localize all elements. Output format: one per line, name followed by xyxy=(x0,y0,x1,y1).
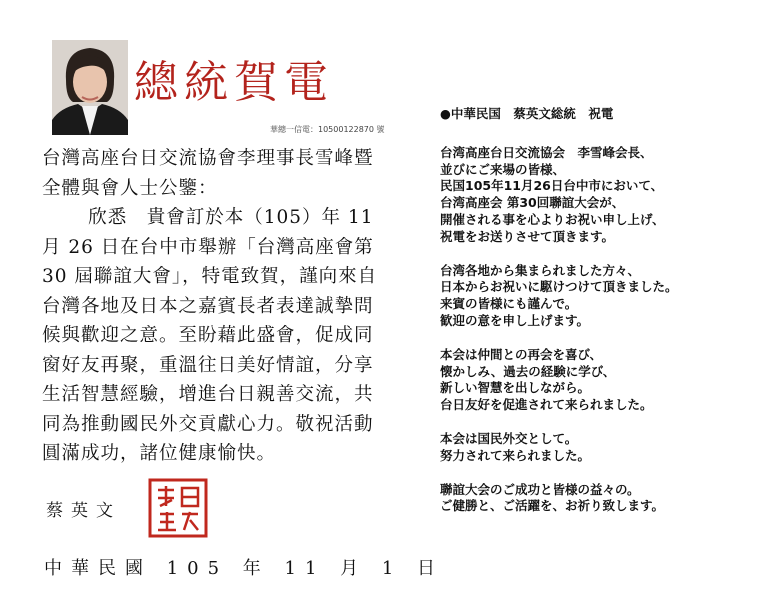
translation-line: 歓迎の意を申し上げます。 xyxy=(440,312,590,328)
japanese-translation xyxy=(440,106,770,532)
page-title: 總統賀電 xyxy=(134,57,334,108)
translation-line: 来賓の皆様にも謹んで。 xyxy=(440,296,578,312)
letter-body xyxy=(42,144,392,469)
translation-paragraph xyxy=(440,431,770,465)
signer-name: 蔡英文 xyxy=(46,501,121,521)
translation-line: 台湾高座台日交流協会 李雪峰会長、 xyxy=(440,144,653,160)
translation-line: 懐かしみ、過去の経験に学び、 xyxy=(440,363,616,379)
translation-line: 開催される事を心よりお祝い申し上げ、 xyxy=(440,211,665,227)
translation-paragraph xyxy=(440,482,770,516)
translation-line: ご健勝と、ご活躍を、お祈り致します。 xyxy=(440,498,665,514)
translation-paragraph xyxy=(440,145,770,246)
document-number: 華總一信電：10500122870 號 xyxy=(270,125,385,134)
translation-line: 日本からお祝いに駆けつけて頂きました。 xyxy=(440,279,678,295)
translation-title: ●中華民国 蔡英文総統 祝電 xyxy=(440,106,614,121)
official-seal xyxy=(146,476,210,540)
letter-paragraph: 欣悉 貴會訂於本（105）年 11 月 26 日在台中市舉辦「台灣高座會第 30 屆聯誼大會」，特電致賀，謹向來自台灣各地及日本之嘉賓長者表達誠摯問候與歡迎之意。至盼藉此盛會，促成同窗好友再聚，重溫往日美好情誼，分享生活智慧經驗，增進台日親善交流，共同為推動國民外交貢獻心力。敬祝活動圓滿成功，諸位健康愉快。 xyxy=(42,207,378,464)
president-portrait xyxy=(52,40,128,135)
translation-paragraph xyxy=(440,263,770,330)
letter-date: 中華民國 105 年 11 月 1 日 xyxy=(44,558,445,579)
letter-salutation: 台灣高座台日交流協會李理事長雪峰暨全體與會人士公鑒： xyxy=(42,148,374,199)
translation-line: 努力されて来られました。 xyxy=(440,447,591,463)
translation-line: 本会は国民外交として。 xyxy=(440,430,578,446)
translation-paragraph xyxy=(440,347,770,414)
translation-line: 台湾各地から集まられました方々、 xyxy=(440,262,641,278)
translation-line: 新しい智慧を出しながら。 xyxy=(440,380,591,396)
translation-line: 民国105年11月26日台中市において、 xyxy=(440,178,664,194)
translation-line: 台湾高座会 第30回聯誼大会が、 xyxy=(440,195,625,211)
translation-line: 並びにご来場の皆様、 xyxy=(440,161,566,177)
translation-line: 祝電をお送りさせて頂きます。 xyxy=(440,228,615,244)
translation-line: 聯誼大会のご成功と皆様の益々の。 xyxy=(440,481,640,497)
translation-line: 台日友好を促進されて来られました。 xyxy=(440,397,653,413)
translation-line: 本会は仲間との再会を喜び、 xyxy=(440,346,603,362)
